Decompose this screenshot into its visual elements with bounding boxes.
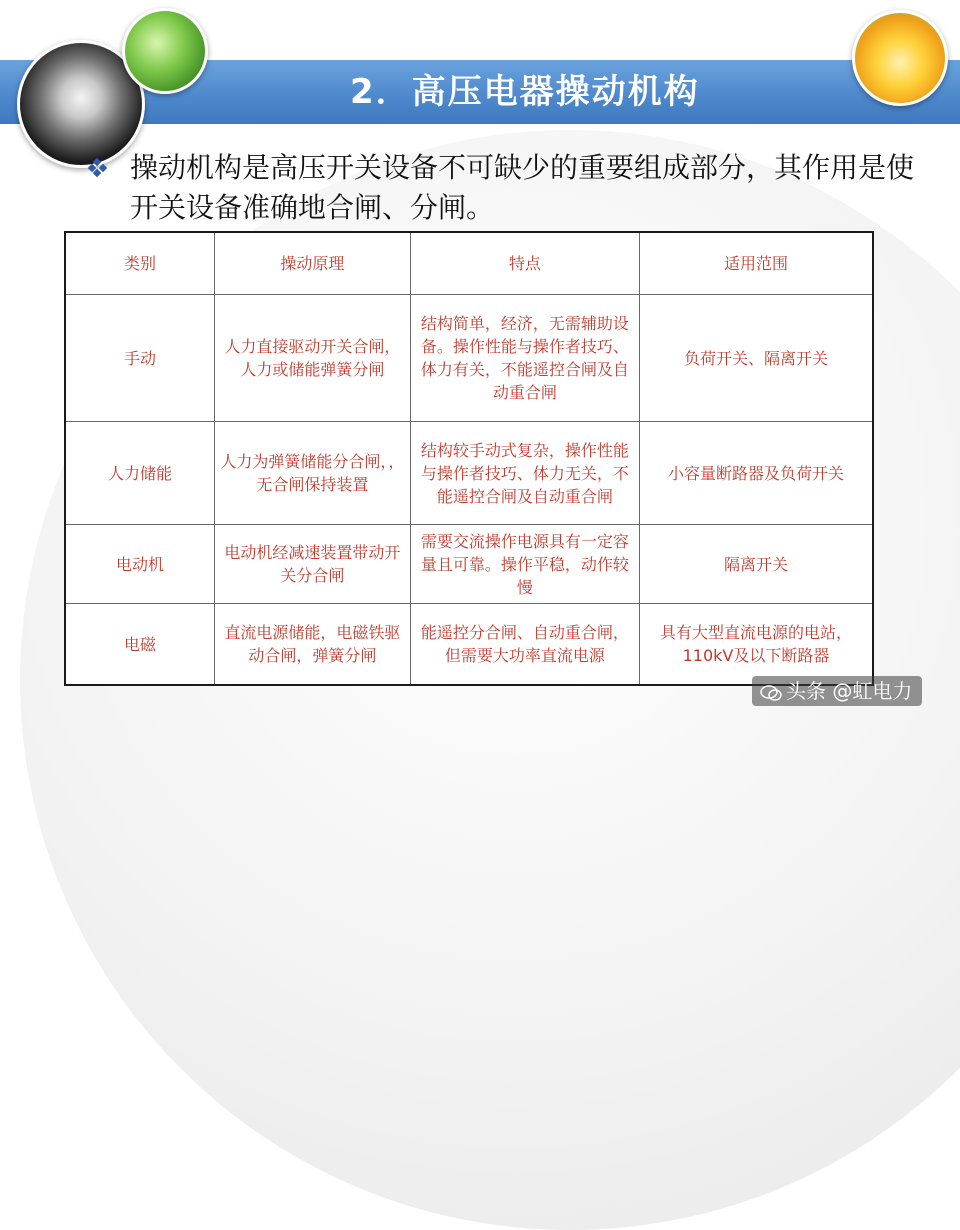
header-scope: 适用范围 [640, 232, 873, 295]
watermark-text: 头条 @虹电力 [786, 679, 913, 703]
table-row [65, 525, 873, 604]
cell-principle: 人力为弹簧储能分合闸，，无合闸保持装置 [215, 422, 411, 525]
cell-principle: 电动机经减速装置带动开关分合闸 [215, 525, 411, 604]
table-header-row [65, 232, 873, 295]
table-row [65, 422, 873, 525]
intro-paragraph: 操动机构是高压开关设备不可缺少的重要组成部分，其作用是使开关设备准确地合闸、分闸。 [130, 151, 915, 224]
cell-scope: 负荷开关、隔离开关 [640, 295, 873, 422]
operating-mechanism-table [64, 231, 874, 686]
cell-category: 电动机 [65, 525, 215, 604]
cell-category: 人力储能 [65, 422, 215, 525]
watermark [752, 676, 922, 706]
cell-features: 需要交流操作电源具有一定容量且可靠。操作平稳，动作较慢 [410, 525, 639, 604]
cell-category: 手动 [65, 295, 215, 422]
diamond-bullet-icon [88, 158, 108, 178]
cell-scope: 小容量断路器及负荷开关 [640, 422, 873, 525]
cell-features: 结构较手动式复杂，操作性能与操作者技巧、体力无关，不能遥控合闸及自动重合闸 [410, 422, 639, 525]
cell-features: 结构简单，经济，无需辅助设备。操作性能与操作者技巧、体力有关，不能遥控合闸及自动重合闸 [410, 295, 639, 422]
cell-scope: 隔离开关 [640, 525, 873, 604]
header-category: 类别 [65, 232, 215, 295]
flower-photo [852, 10, 948, 106]
table-row [65, 295, 873, 422]
cell-scope: 具有大型直流电源的电站，110kV及以下断路器 [640, 604, 873, 686]
header-principle: 操动原理 [215, 232, 411, 295]
cell-principle: 人力直接驱动开关合闸，人力或储能弹簧分闸 [215, 295, 411, 422]
cell-category: 电磁 [65, 604, 215, 686]
leaf-photo [122, 8, 208, 94]
cell-features: 能遥控分合闸、自动重合闸，但需要大功率直流电源 [410, 604, 639, 686]
chat-bubble-icon [760, 685, 782, 701]
slide-title: 2．高压电器操动机构 [350, 72, 700, 112]
table-row [65, 604, 873, 686]
header-features: 特点 [410, 232, 639, 295]
cell-principle: 直流电源储能，电磁铁驱动合闸，弹簧分闸 [215, 604, 411, 686]
